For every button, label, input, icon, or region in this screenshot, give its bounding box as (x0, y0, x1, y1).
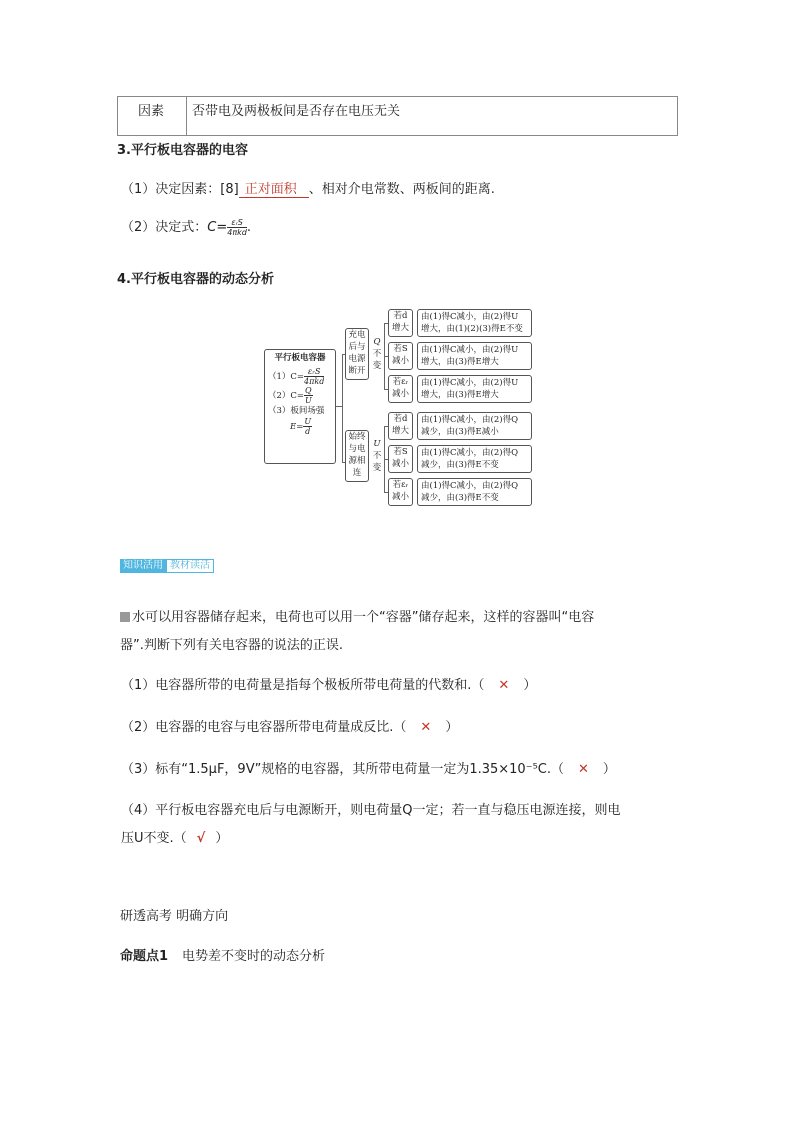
u-constant-label: U 不 变 (372, 439, 382, 473)
section3-item2: （2）决定式：C= $\frac{\text{εᵣS}}{\text{4πkd}}$ . (121, 218, 252, 237)
section4-title: 4.平行板电容器的动态分析 (117, 272, 274, 287)
result-box: 由(1)得C减小，由(2)得U 增大，由(3)得E增大 (417, 342, 532, 370)
statement-4-line2: 压U不变.（ √ ） (121, 831, 229, 846)
statement-1: （1）电容器所带的电荷量是指每个极板所带电荷量的代数和.（ ✕ ） (121, 678, 537, 693)
statement-3: （3）标有“1.5μF，9V”规格的电容器，其所带电荷量一定为1.35×10⁻⁵C.（ ✕ ） (121, 762, 616, 777)
parallel-plate-formulas-box: 平行板电容器 （1）C= $\frac{\text{εᵣS}}{\text{4πkd}}$ （2）C= $\frac{Q}{U}$ （3）板间场强 E= $\frac{U}{d}$ (264, 349, 336, 464)
topic-line: 命题点1 电势差不变时的动态分析 (120, 949, 326, 964)
answer-correct-icon: √ (196, 831, 206, 846)
table-cell-content: 否带电及两极板间是否存在电压无关 (192, 104, 401, 119)
factor-table (117, 96, 678, 136)
section-heading: 研透高考 明确方向 (120, 909, 229, 924)
knowledge-badge: 知识活用 教材读活 (120, 559, 214, 573)
condition-box: 若S 减小 (388, 445, 413, 473)
dynamic-analysis-diagram (262, 306, 534, 506)
result-box: 由(1)得C减小，由(2)得U 增大，由(3)得E增大 (417, 375, 532, 403)
result-box: 由(1)得C减小，由(2)得Q 减少，由(3)得E不变 (417, 478, 532, 506)
question-intro-line1: 水可以用容器储存起来，电荷也可以用一个“容器”储存起来，这样的容器叫“电容 (120, 606, 594, 625)
answer-wrong-icon: ✕ (578, 762, 589, 777)
answer-wrong-icon: ✕ (498, 678, 510, 693)
question-intro-line2: 器”.判断下列有关电容器的说法的正误. (120, 638, 343, 653)
section3-title: 3.平行板电容器的电容 (117, 143, 248, 158)
question-marker-icon (120, 612, 130, 622)
statement-4-line1: （4）平行板电容器充电后与电源断开，则电荷量Q一定；若一直与稳压电源连接，则电 (121, 803, 621, 818)
connector-line (342, 354, 343, 462)
table-cell-label: 因素 (118, 97, 187, 135)
disconnected-condition-box: 充电 后与 电源 断开 (345, 328, 369, 380)
answer-blank: 正对面积 (239, 178, 309, 198)
statement-2: （2）电容器的电容与电容器所带电荷量成反比.（ ✕ ） (121, 720, 459, 735)
result-box: 由(1)得C减小，由(2)得Q 减少，由(3)得E减小 (417, 412, 532, 440)
condition-box: 若d 增大 (388, 412, 413, 440)
result-box: 由(1)得C减小，由(2)得Q 减少，由(3)得E不变 (417, 445, 532, 473)
capacitance-formula: $\frac{\text{εᵣS}}{\text{4πkd}}$ (227, 218, 247, 237)
answer-wrong-icon: ✕ (420, 720, 432, 735)
condition-box: 若εᵣ 减小 (388, 375, 413, 403)
condition-box: 若d 增大 (388, 309, 413, 337)
section3-item1: （1）决定因素：[8] 正对面积 、相对介电常数、两板间的距离. (121, 178, 495, 198)
result-box: 由(1)得C减小，由(2)得U 增大，由(1)(2)(3)得E不变 (417, 309, 532, 337)
connected-condition-box: 始终 与电 源相 连 (345, 430, 369, 482)
q-constant-label: Q 不 变 (372, 337, 382, 371)
condition-box: 若S 减小 (388, 342, 413, 370)
condition-box: 若εᵣ 减小 (388, 478, 413, 506)
